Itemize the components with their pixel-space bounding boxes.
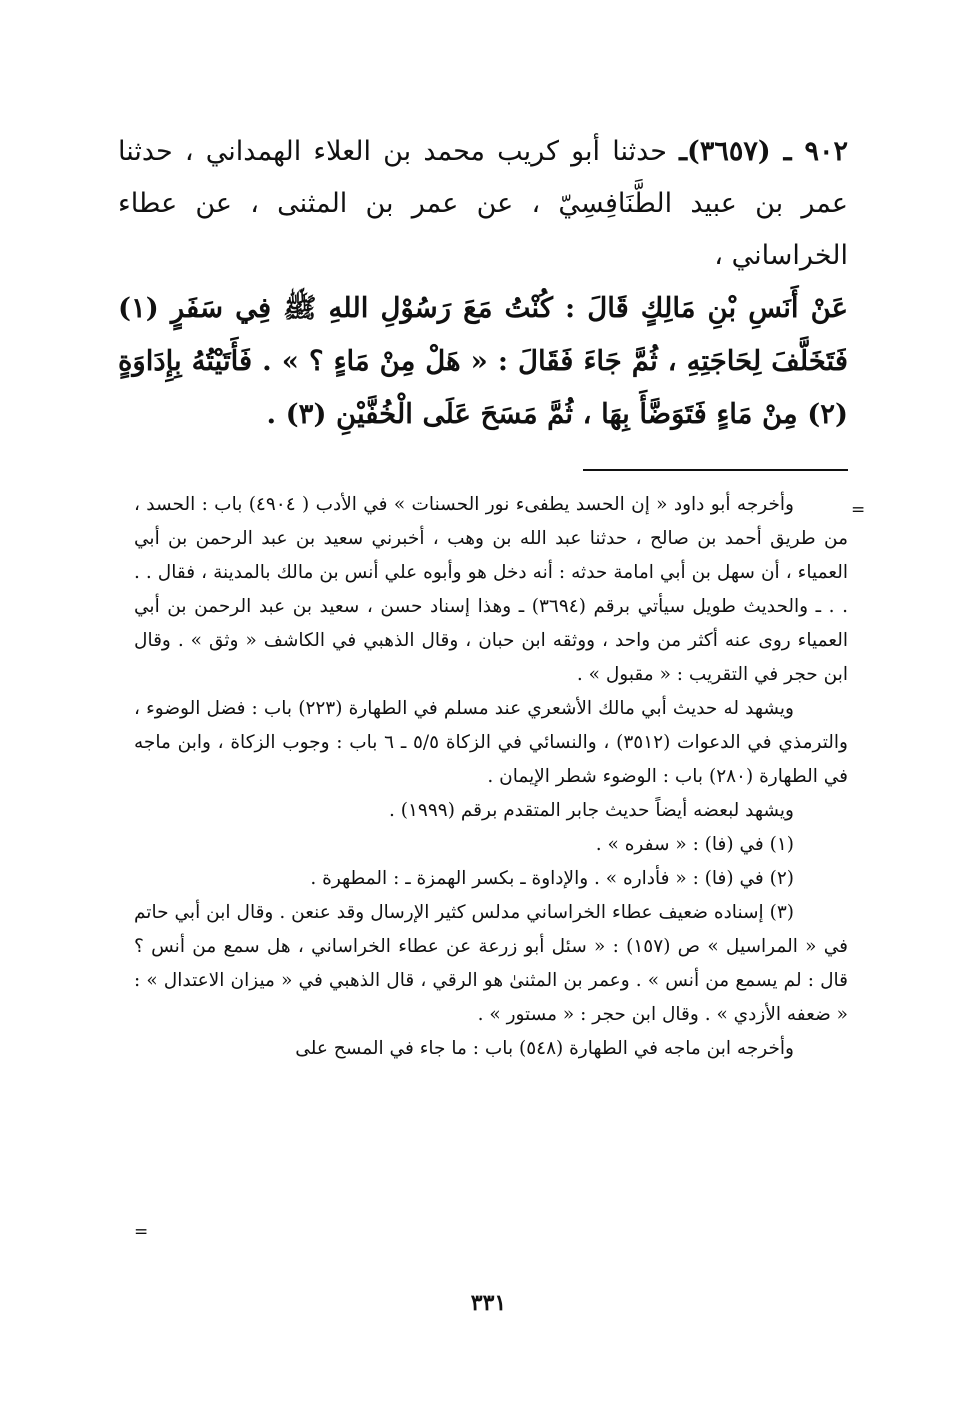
- hadith-matn: عَنْ أَنَسِ بْنِ مَالِكٍ قَالَ : كُنْتُ مَعَ رَسُوْلِ اللهِ ﷺ فِي سَفَرٍ (١) فَتَخَلَّفَ لِحَاجَتِهِ ، ثُمَّ جَاءَ فَقَالَ : « هَلْ مِنْ مَاءٍ ؟ » . فَأَتَيْتُهُ بِإِدَاوَةٍ (٢) مِنْ مَاءٍ فَتَوَضَّأَ بِهَا ، ثُمَّ مَسَحَ عَلَى الْخُفَّيْنِ (٣) .: [118, 292, 848, 430]
- hadith-block: [118, 126, 848, 441]
- footnotes-block: [134, 488, 848, 1066]
- isnad-paragraph: [118, 126, 848, 282]
- footnote-1: (١) في (فا) : « سفره » .: [595, 834, 794, 855]
- footnote-separator: [583, 469, 848, 471]
- note-paragraph-ibn-majah: وأخرجه ابن ماجه في الطهارة (٥٤٨) باب : ما جاء في المسح على: [295, 1038, 794, 1059]
- continuation-mark: =: [851, 500, 866, 520]
- footnote-3: (٣) إسناده ضعيف عطاء الخراساني مدلس كثير الإرسال وقد عنعن . وقال ابن أبي حاتم في « المراسيل » ص (١٥٧) : « سئل أبو زرعة عن عطاء الخراساني ، هل سمع من أنس ؟ قال : لم يسمع من أنس » . وعمر بن المثنىٰ هو الرقي ، قال الذهبي في « ميزان الاعتدال » : « ضعفه الأزدي » . وقال ابن حجر : « مستور » .: [134, 902, 848, 1025]
- note-paragraph-jabir: ويشهد لبعضه أيضاً حديث جابر المتقدم برقم (١٩٩٩) .: [389, 800, 794, 821]
- note-paragraph-abu-dawud: وأخرجه أبو داود « إن الحسد يطفىء نور الحسنات » في الأدب ( ٤٩٠٤) باب : الحسد ، من طريق أحمد بن صالح ، حدثنا عبد الله بن وهب ، أخبرني سعيد بن عبد الرحمن بن أبي العمياء ، أن سهل بن أبي امامة حدثه : أنه دخل هو وأبوه علي أنس بن مالك بالمدينة ، فقال . . . . ـ والحديث طويل سيأتي برقم (٣٦٩٤) ـ وهذا إسناد حسن ، سعيد بن عبد الرحمن بن أبي العمياء روى عنه أكثر من واحد ، ووثقه ابن حبان ، وقال الذهبي في الكاشف « وثق » . وقال ابن حجر في التقريب : « مقبول » .: [134, 494, 848, 685]
- page-number: ٣٣١: [470, 1290, 507, 1316]
- note-paragraph-shawahid: ويشهد له حديث أبي مالك الأشعري عند مسلم في الطهارة (٢٢٣) باب : فضل الوضوء ، والترمذي في الدعوات (٣٥١٢) ، والنسائي في الزكاة ٥/٥ ـ ٦ باب : وجوب الزكاة ، وابن ماجه في الطهارة (٢٨٠) باب : الوضوء شطر الإيمان .: [134, 698, 848, 787]
- isnad-text: حدثنا أبو كريب محمد بن العلاء الهمداني ، حدثنا عمر بن عبيد الطَّنَافِسِيّ ، عن عمر بن المثنى ، عن عطاء الخراساني ،: [118, 136, 848, 271]
- continued-mark: =: [134, 1222, 149, 1242]
- footnote-2: (٢) في (فا) : « فأداره » . والإداوة ـ بكسر الهمزة ـ : المطهرة .: [310, 868, 794, 889]
- hadith-number: ٩٠٢ ـ (٣٦٥٧)ـ: [679, 136, 848, 167]
